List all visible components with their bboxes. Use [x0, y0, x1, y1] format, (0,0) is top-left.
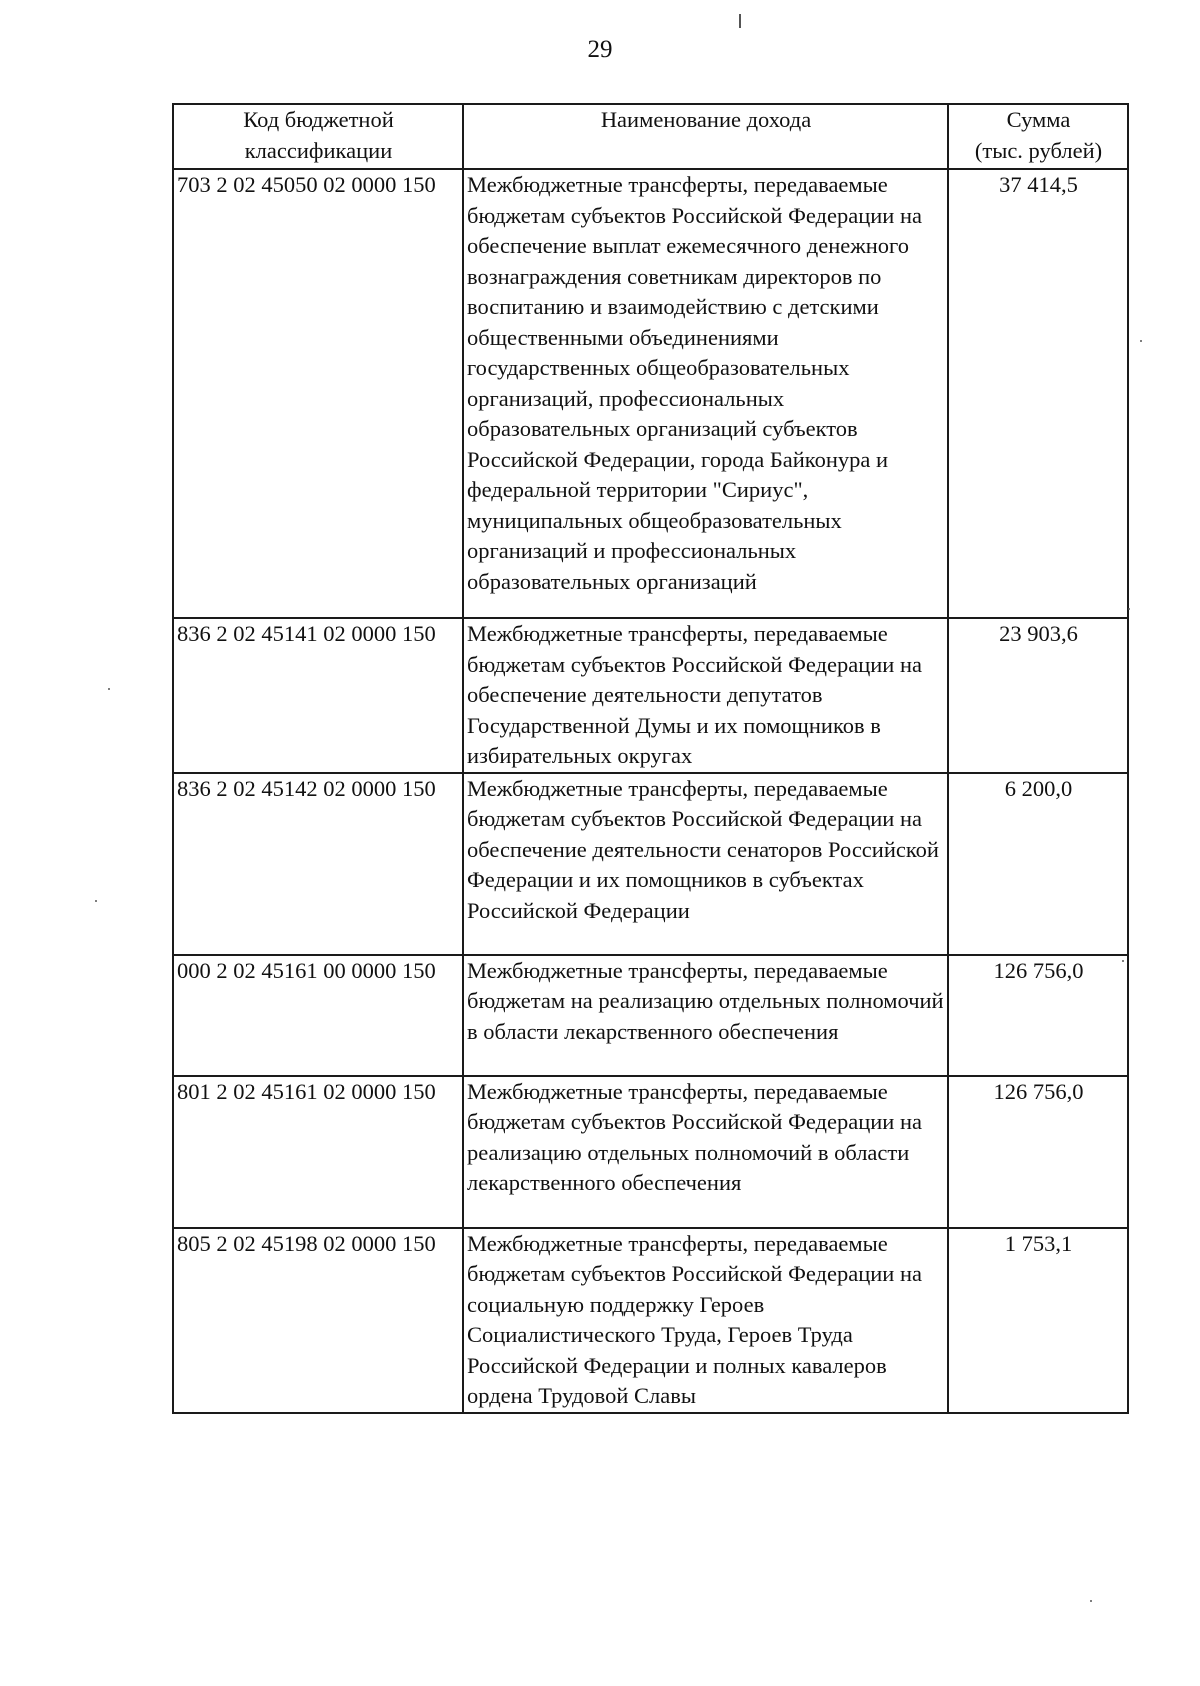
row-name: Межбюджетные трансферты, передаваемые бюджетам субъектов Российской Федерации на обеспечение деятельности сенаторов Российской Федерации и их помощников в субъектах Российской Федерации — [463, 773, 948, 955]
scan-speck — [95, 900, 97, 902]
table-row — [173, 169, 1128, 618]
table-row — [173, 955, 1128, 1076]
revenue-table — [172, 103, 1129, 1414]
table-row — [173, 1076, 1128, 1228]
scan-speck — [1122, 960, 1124, 962]
row-name: Межбюджетные трансферты, передаваемые бюджетам на реализацию отдельных полномочий в области лекарственного обеспечения — [463, 955, 948, 1076]
scan-speck — [108, 688, 110, 690]
table-row — [173, 1228, 1128, 1413]
scan-speck — [1090, 1600, 1092, 1602]
header-code-line2: классификации — [244, 137, 393, 163]
row-name: Межбюджетные трансферты, передаваемые бюджетам субъектов Российской Федерации на реализацию отдельных полномочий в области лекарственного обеспечения — [463, 1076, 948, 1228]
row-name: Межбюджетные трансферты, передаваемые бюджетам субъектов Российской Федерации на социальную поддержку Героев Социалистического Труда, Героев Труда Российской Федерации и полных кавалеров ордена Трудовой Славы — [463, 1228, 948, 1413]
header-code — [173, 104, 463, 169]
row-name: Межбюджетные трансферты, передаваемые бюджетам субъектов Российской Федерации на обеспечение выплат ежемесячного денежного вознаграждения советникам директоров по воспитанию и взаимодействию с детскими общественными объединениями государственных общеобразовательных организаций, профессиональных образовательных организаций субъектов Российской Федерации, города Байконура и федеральной территории "Сириус", муниципальных общеобразовательных организаций и профессиональных образовательных организаций — [463, 169, 948, 618]
row-code: 805 2 02 45198 02 0000 150 — [173, 1228, 463, 1413]
table-row — [173, 618, 1128, 773]
scan-speck — [1128, 608, 1130, 610]
row-sum: 126 756,0 — [948, 1076, 1128, 1228]
header-sum — [948, 104, 1128, 169]
table-row — [173, 773, 1128, 955]
header-code-line1: Код бюджетной — [243, 107, 394, 132]
row-code: 801 2 02 45161 02 0000 150 — [173, 1076, 463, 1228]
scan-speck — [1140, 340, 1142, 342]
row-name: Межбюджетные трансферты, передаваемые бюджетам субъектов Российской Федерации на обеспечение деятельности депутатов Государственной Думы и их помощников в избирательных округах — [463, 618, 948, 773]
row-code: 000 2 02 45161 00 0000 150 — [173, 955, 463, 1076]
header-name: Наименование дохода — [463, 104, 948, 169]
header-sum-line2: (тыс. рублей) — [974, 137, 1103, 163]
scan-mark — [739, 14, 741, 28]
page-number: 29 — [587, 36, 613, 63]
row-code: 836 2 02 45142 02 0000 150 — [173, 773, 463, 955]
row-code: 703 2 02 45050 02 0000 150 — [173, 169, 463, 618]
row-sum: 6 200,0 — [948, 773, 1128, 955]
row-sum: 23 903,6 — [948, 618, 1128, 773]
row-code: 836 2 02 45141 02 0000 150 — [173, 618, 463, 773]
row-sum: 126 756,0 — [948, 955, 1128, 1076]
header-sum-line1: Сумма — [1006, 107, 1071, 132]
table-header-row — [173, 104, 1128, 169]
row-sum: 1 753,1 — [948, 1228, 1128, 1413]
row-sum: 37 414,5 — [948, 169, 1128, 618]
